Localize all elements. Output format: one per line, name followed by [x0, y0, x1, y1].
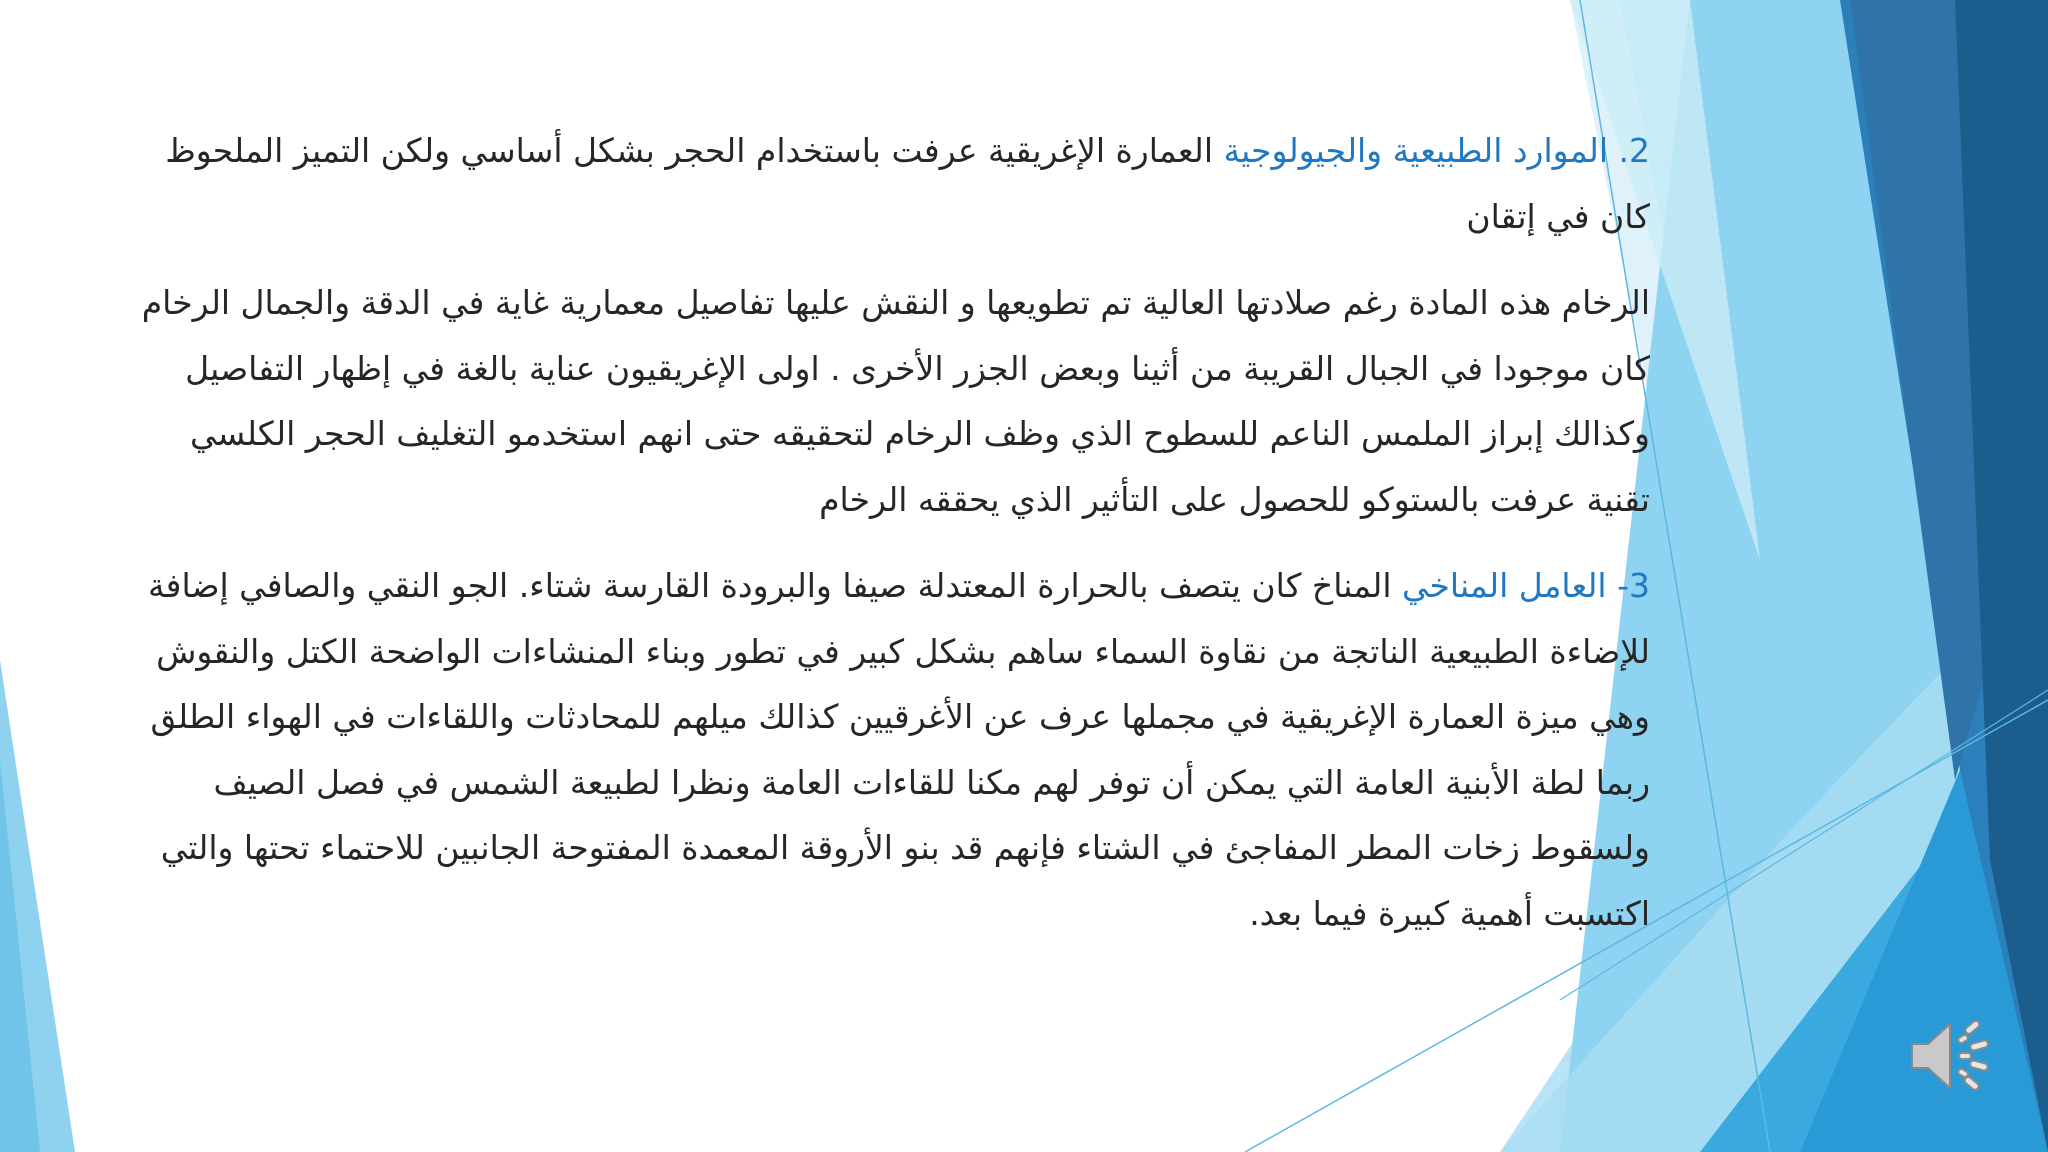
paragraph-body: العمارة الإغريقية عرفت باستخدام الحجر بشكل أساسي ولكن التميز الملحوظ كان في إتقان — [165, 131, 1650, 236]
paragraph-natural-resources — [130, 118, 1650, 249]
slide-text-body — [130, 118, 1650, 967]
paragraph-marble — [130, 270, 1650, 532]
paragraph-climate — [130, 553, 1650, 946]
heading-climate-factor: 3- العامل المناخي — [1402, 566, 1650, 605]
paragraph-body: الرخام هذه المادة رغم صلادتها العالية تم تطويعها و النقش عليها تفاصيل معمارية غاية في الدقة والجمال الرخام كان موجودا في الجبال القريبة من أثينا وبعض الجزر الأخرى . اولى الإغريقيون عناية بالغة في إظهار التفاصيل وكذالك إبراز الملمس الناعم للسطوح الذي وظف الرخام لتحقيقه حتى انهم استخدمو التغليف الحجر الكلسي تقنية عرفت بالستوكو للحصول على التأثير الذي يحققه الرخام — [141, 283, 1650, 519]
paragraph-body: المناخ كان يتصف بالحرارة المعتدلة صيفا والبرودة القارسة شتاء. الجو النقي والصافي إضافة للإضاءة الطبيعية الناتجة من نقاوة السماء ساهم بشكل كبير في تطور وبناء المنشاءات الواضحة الكتل والنقوش وهي ميزة العمارة الإغريقية في مجملها عرف عن الأغرقيين كذالك ميلهم للمحادثات واللقاءات في الهواء الطلق ربما لطة الأبنية العامة التي يمكن أن توفر لهم مكنا للقاءات العامة ونظرا لطبيعة الشمس في فصل الصيف ولسقوط زخات المطر المفاجئ في الشتاء فإنهم قد بنو الأروقة المعمدة المفتوحة الجانبين للاحتماء تحتها والتي اكتسبت أهمية كبيرة فيما بعد. — [147, 566, 1650, 933]
heading-natural-resources: 2. الموارد الطبيعية والجيولوجية — [1223, 131, 1650, 170]
speaker-icon[interactable] — [1906, 1010, 1998, 1102]
